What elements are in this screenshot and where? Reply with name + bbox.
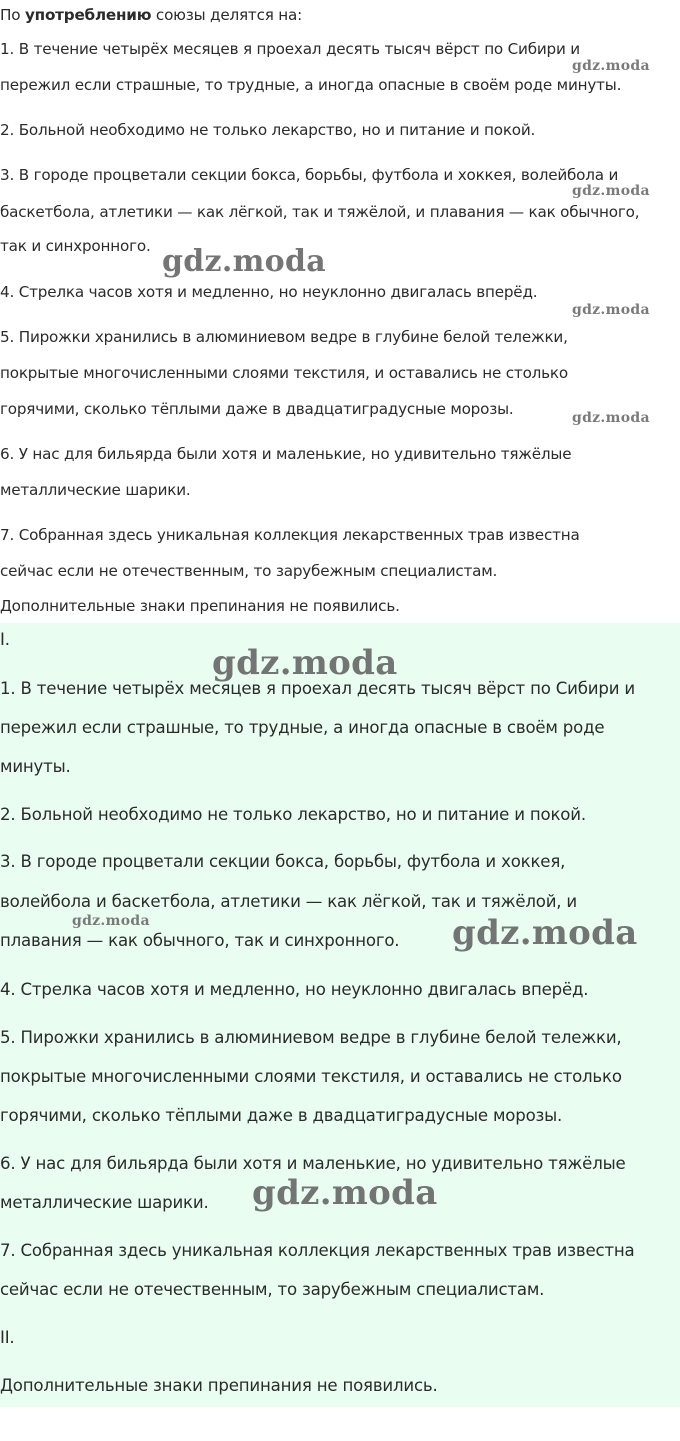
task-line: баскетбола, атлетики — как лёгкой, так и тяжёлой, и плавания — как обычного, [0, 203, 640, 221]
watermark: gdz.moda [212, 643, 398, 683]
answer-line: 3. В городе процветали секции бокса, борьбы, футбола и хоккея, [0, 852, 566, 871]
task-line: 1. В течение четырёх месяцев я проехал десять тысяч вёрст по Сибири и [0, 40, 580, 58]
answer-line: волейбола и баскетбола, атлетики — как лёгкой, так и тяжёлой, и [0, 892, 578, 911]
task-line: 4. Стрелка часов хотя и медленно, но неуклонно двигалась вперёд. [0, 283, 538, 301]
answer-line: минуты. [0, 757, 71, 776]
watermark: gdz.moda [572, 302, 650, 318]
task-line: покрытые многочисленными слоями текстиля, и оставались не столько [0, 364, 568, 382]
task-line: 3. В городе процветали секции бокса, борьбы, футбола и хоккея, волейбола и [0, 166, 619, 184]
task-line: так и синхронного. [0, 237, 151, 255]
answer-line: 6. У нас для бильярда были хотя и маленькие, но удивительно тяжёлые [0, 1154, 626, 1173]
answer-line: Дополнительные знаки препинания не появились. [0, 1376, 438, 1395]
answer-line: металлические шарики. [0, 1193, 209, 1212]
answer-line: 2. Больной необходимо не только лекарство, но и питание и покой. [0, 805, 586, 824]
task-line: 6. У нас для бильярда были хотя и маленькие, но удивительно тяжёлые [0, 445, 572, 463]
task-line: 7. Собранная здесь уникальная коллекция лекарственных трав известна [0, 526, 580, 544]
watermark: gdz.moda [572, 410, 650, 426]
answer-section-heading: I. [0, 630, 10, 649]
task-line: пережил если страшные, то трудные, а иногда опасные в своём роде минуты. [0, 76, 622, 94]
answer-line: горячими, сколько тёплыми даже в двадцатиградусные морозы. [0, 1106, 563, 1125]
watermark: gdz.moda [452, 913, 638, 953]
task-line: 2. Больной необходимо не только лекарство, но и питание и покой. [0, 121, 536, 139]
task-line: 5. Пирожки хранились в алюминиевом ведре в глубине белой тележки, [0, 328, 568, 346]
answer-line: покрытые многочисленными слоями текстиля, и оставались не столько [0, 1067, 622, 1086]
watermark: gdz.moda [252, 1173, 438, 1213]
answer-line: 5. Пирожки хранились в алюминиевом ведре в глубине белой тележки, [0, 1028, 622, 1047]
task-line: сейчас если не отечественным, то зарубежным специалистам. [0, 562, 498, 580]
watermark: gdz.moda [572, 183, 650, 199]
answer-line: 1. В течение четырёх месяцев я проехал десять тысяч вёрст по Сибири и [0, 679, 635, 698]
task-line: горячими, сколько тёплыми даже в двадцатиградусные морозы. [0, 400, 514, 418]
answer-line: плавания — как обычного, так и синхронного. [0, 931, 400, 950]
watermark: gdz.moda [162, 244, 327, 279]
answer-block [0, 623, 680, 1407]
watermark: gdz.moda [72, 913, 150, 929]
answer-line: 7. Собранная здесь уникальная коллекция лекарственных трав известна [0, 1241, 635, 1260]
answer-line: 4. Стрелка часов хотя и медленно, но неуклонно двигалась вперёд. [0, 980, 589, 999]
task-line: Дополнительные знаки препинания не появились. [0, 597, 400, 615]
task-intro: По употреблению союзы делятся на: [0, 6, 303, 24]
answer-section-heading: II. [0, 1328, 15, 1347]
answer-line: сейчас если не отечественным, то зарубежным специалистам. [0, 1280, 545, 1299]
task-line: металлические шарики. [0, 481, 191, 499]
watermark: gdz.moda [572, 58, 650, 74]
answer-line: пережил если страшные, то трудные, а иногда опасные в своём роде [0, 718, 605, 737]
